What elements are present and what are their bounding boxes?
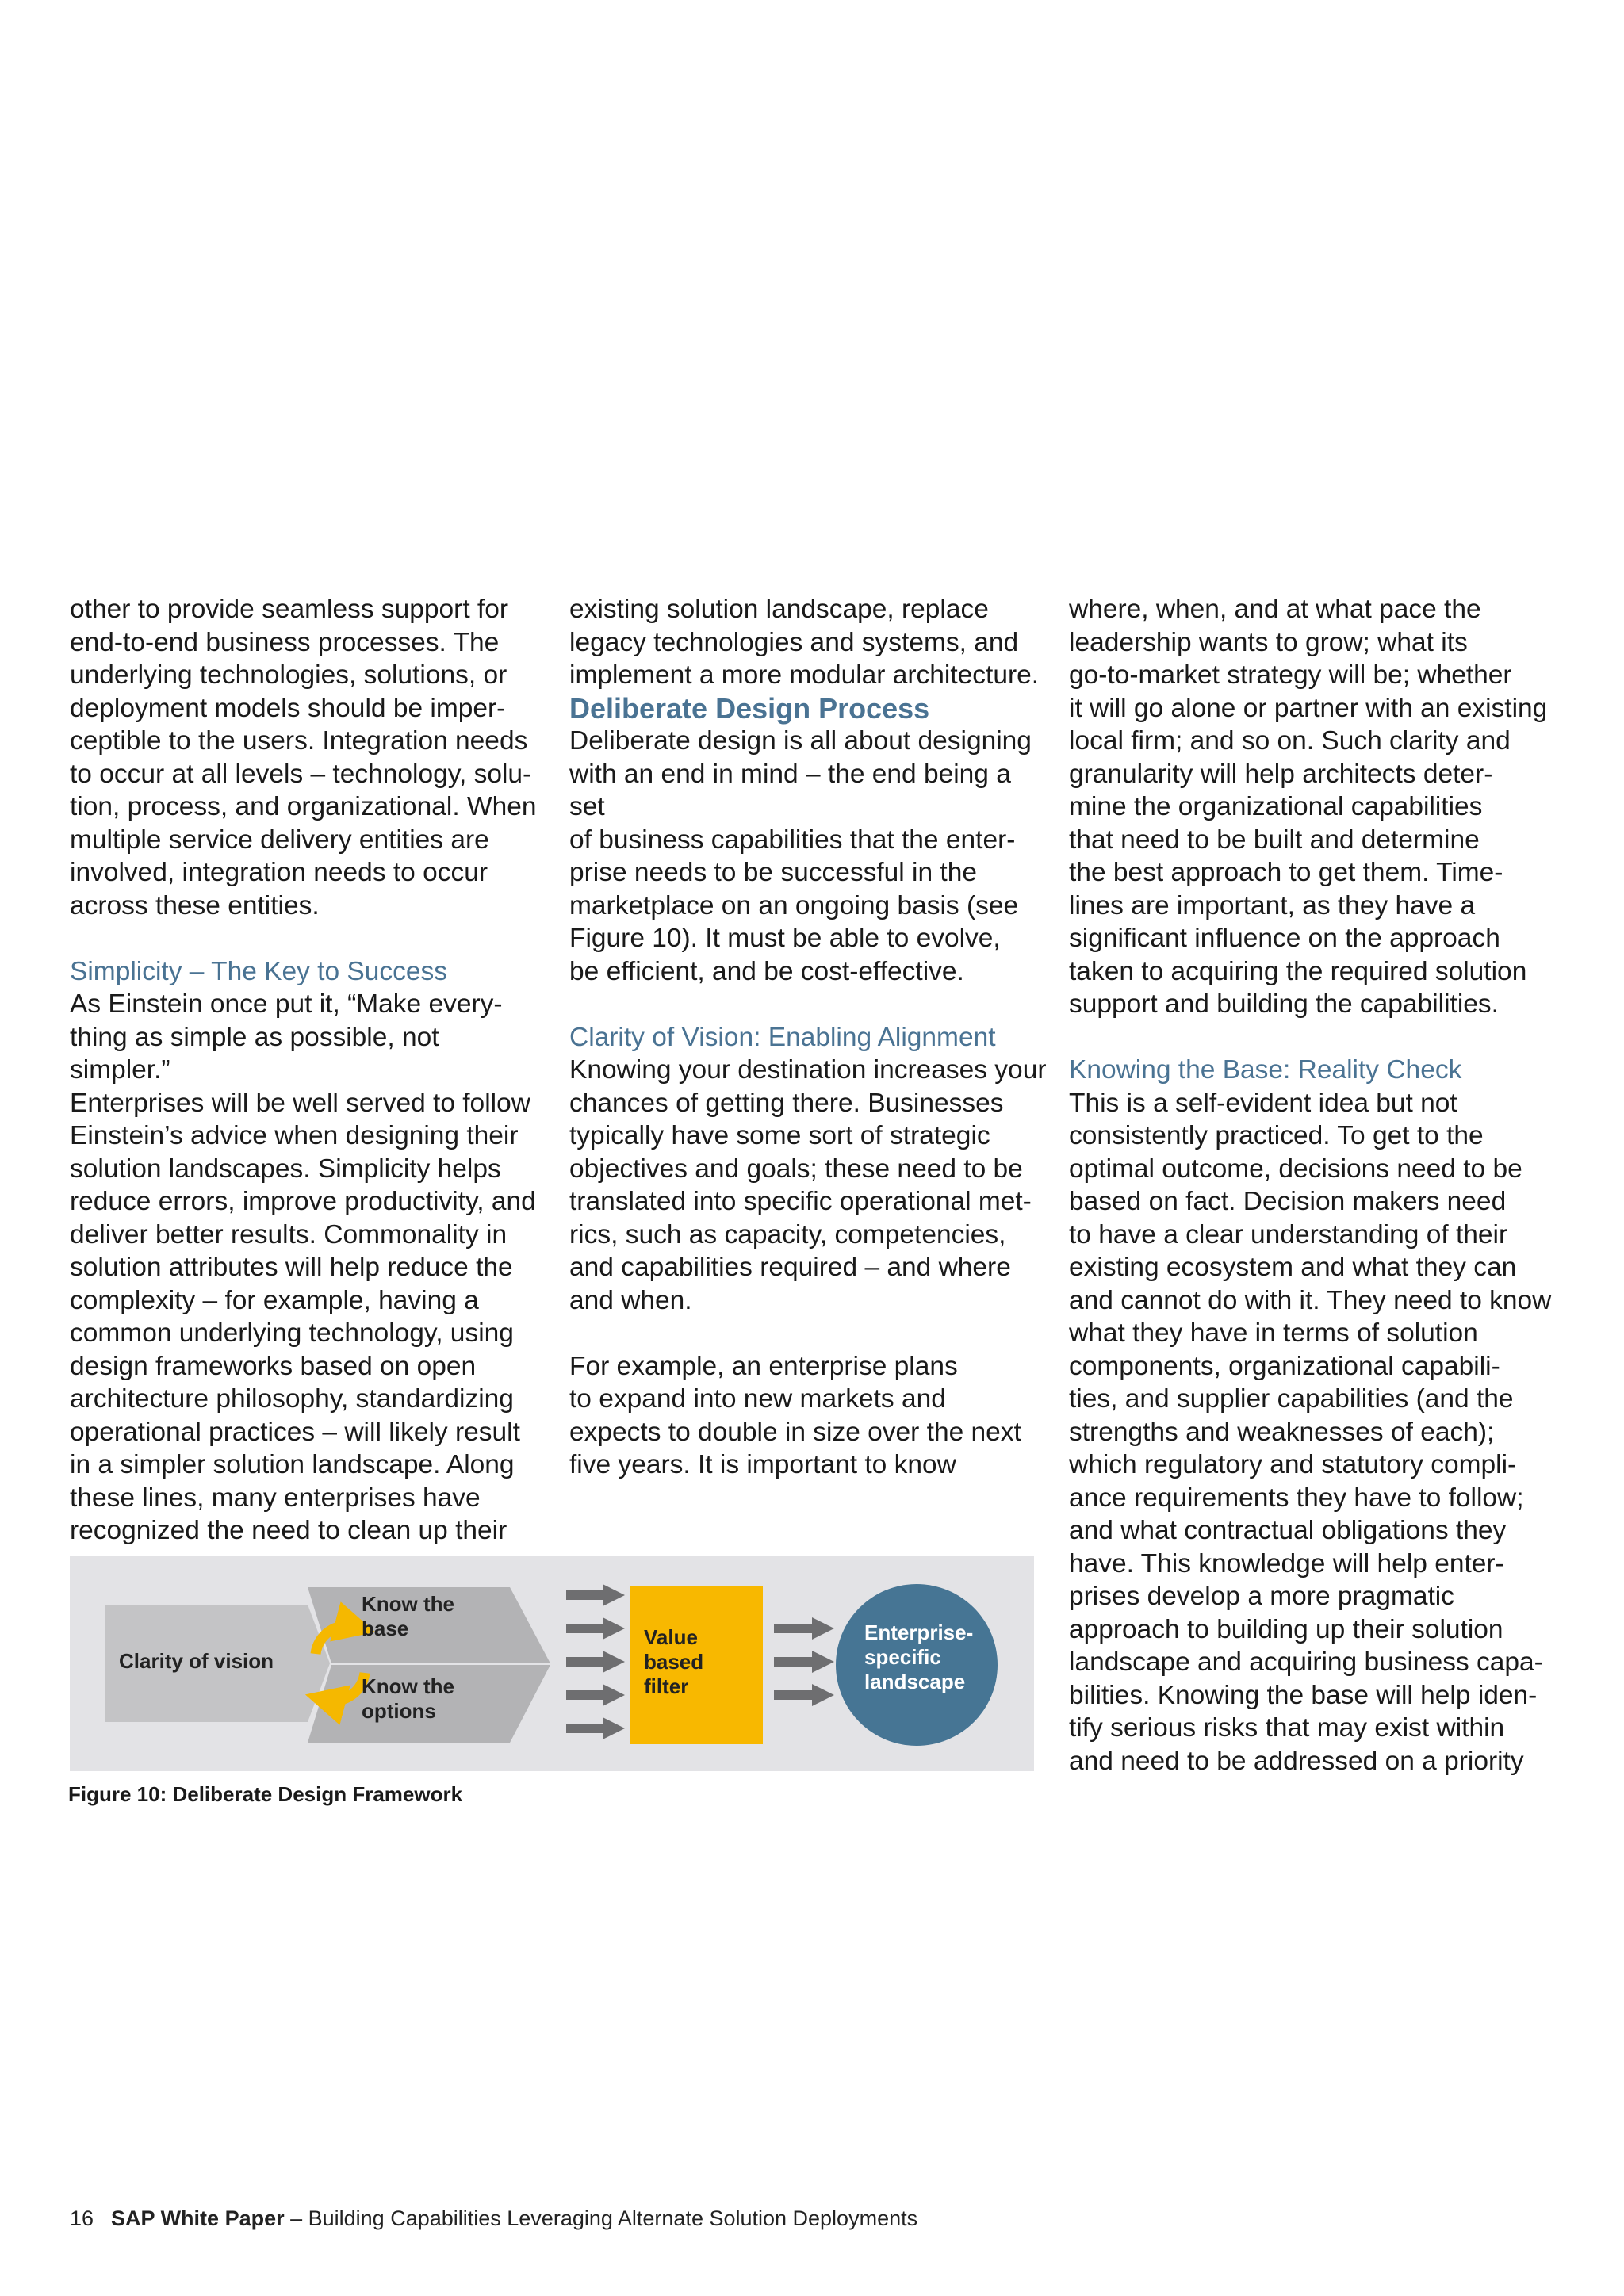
know-the-base-label: Know the base xyxy=(362,1592,454,1640)
subheading-simplicity: Simplicity – The Key to Success xyxy=(70,956,448,986)
subheading-clarity-of-vision: Clarity of Vision: Enabling Alignment xyxy=(569,1022,996,1052)
figure-caption: Figure 10: Deliberate Design Framework xyxy=(68,1782,463,1806)
subheading-knowing-the-base: Knowing the Base: Reality Check xyxy=(1069,1055,1462,1085)
output-arrows xyxy=(774,1617,834,1706)
footer-title: – Building Capabilities Leveraging Alternate Solution Deployments xyxy=(284,2206,918,2230)
col2-paragraph-2: Deliberate design is all about designing with an end in mind – the end being a set of business capabilities that the enter- prise needs to be successful in the marketplace on an ongoing basis (see Figure 10). It must be able to evolve, be efficient, and be cost-effective. xyxy=(569,726,1032,986)
section-title-deliberate-design: Deliberate Design Process xyxy=(569,691,930,725)
col3-paragraph-1: where, when, and at what pace the leadership wants to grow; what its go-to-market strategy will be; whether it will go alone or partner with an existing local firm; and so on. Such clarity and granularity will help architects deter- mine the organizational capabilities that need to be built and determine the best approach to get them. Time- lines are important, as they have a significant influence on the approach taken to acquiring the required solution support and building the capabilities. xyxy=(1069,595,1548,1019)
know-the-options-label: Know the options xyxy=(362,1674,454,1723)
col1-paragraph-1: other to provide seamless support for end-to-end business processes. The underlying technologies, solutions, or deployment models should be imper- ceptible to the users. Integration needs to occur at all levels – technology, solu- tion, process, and organizational. When multiple service delivery entities are involved, integration needs to occur across these entities. xyxy=(70,595,537,920)
col1-paragraph-2: As Einstein once put it, “Make every- thing as simple as possible, not simpler.” Enterprises will be well served to follow Einstein’s advice when designing their solution landscapes. Simplicity helps reduce errors, improve productivity, and deliver better results. Commonality in solution attributes will help reduce the complexity – for example, having a common underlying technology, using design frameworks based on open architecture philosophy, standardizing operational practices – will likely result in a simpler solution landscape. Along these lines, many enterprises have recognized the need to clean up their xyxy=(70,989,536,1545)
value-based-filter-label: Value based filter xyxy=(644,1625,704,1698)
col2-paragraph-3: Knowing your destination increases your chances of getting there. Businesses typically have some sort of strategic objectives and goals; these need to be translated into specific operational met- rics, such as capacity, competencies, and capabilities required – and where and when. xyxy=(569,1055,1047,1315)
page-footer xyxy=(70,2206,917,2231)
footer-brand: SAP White Paper xyxy=(111,2206,285,2230)
deliberate-design-figure xyxy=(70,1556,1034,1771)
page-number: 16 xyxy=(70,2206,94,2230)
col3-paragraph-2: This is a self-evident idea but not consistently practiced. To get to the optimal outcome, decisions need to be based on fact. Decision makers need to have a clear understanding of their existing ecosystem and what they can and cannot do with it. They need to know what they have in terms of solution components, organizational capabili- ties, and supplier capabilities (and the strengths and weaknesses of each); which regulatory and statutory compli- ance requirements they have to follow; and what contractual obligations they have. This knowledge will help enter- prises develop a more pragmatic approach to building up their solution landscape and acquiring business capa- bilities. Knowing the base will help iden- tify serious risks that may exist within and need to be addressed on a priority xyxy=(1069,1088,1552,1776)
clarity-of-vision-label: Clarity of vision xyxy=(119,1649,274,1673)
text-column-1 xyxy=(70,593,546,1548)
enterprise-landscape-label: Enterprise- specific landscape xyxy=(864,1621,974,1693)
text-column-2 xyxy=(569,593,1053,1482)
col2-paragraph-1: existing solution landscape, replace legacy technologies and systems, and implement a more modular architecture. xyxy=(569,595,1040,690)
input-arrows xyxy=(566,1584,625,1739)
col2-paragraph-4: For example, an enterprise plans to expand into new markets and expects to double in size over the next five years. It is important to know xyxy=(569,1351,1021,1479)
text-column-3 xyxy=(1069,593,1561,1777)
